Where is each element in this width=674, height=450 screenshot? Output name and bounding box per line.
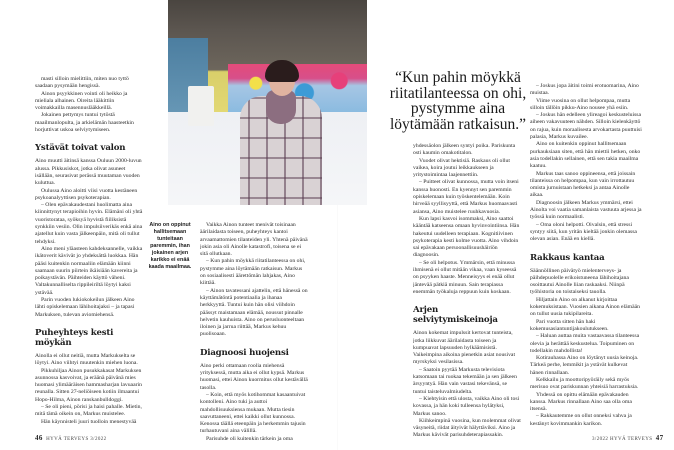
body-paragraph: – Saatoin pyytää Markusta televisiota katsomaan tai ruokaa tekemään ja sen jälkeen ärsyyntyä. Hän vain vastasi tekevänsä, se tuntui taisteluvalmiudelta. [413, 366, 517, 395]
body-paragraph: – Kun pahin möykkä riitatilanteessa on ohi, pystymme aina löytämään ratkaisun. Markus on sosiaalisesti äärettömän lahjakas, Aino kiittää. [200, 258, 306, 287]
text-column-2 [200, 222, 308, 442]
section-heading: Diagnoosi huojensi [200, 347, 289, 358]
body-paragraph: Markus taas sanoo oppineensa, että joissain tilanteissa on helpompaa, kun vain irrottautuu omista jurnuistaan hetkeksi ja antaa Ainolle aikaa. [530, 170, 636, 199]
body-paragraph: – Ainon tavatessani ajattelin, että hänessä on käyttämätöntä potentiaalia ja ihanaa herkkyyttä. Tuntui kuin hän olisi viihdoin päässyt maistamaan elämää, noussut pinnalle helvetin kauhuista. Aino on perusluonteeltaan iloinen ja jarrua riittää, Markus kehuu puolisoaan. [200, 287, 308, 338]
body-paragraph: masti silloin mielittiin, miten nuo tyttö saadaan pysymään hengissä. [35, 76, 129, 90]
footer-right [592, 434, 664, 442]
text-column-3 [413, 143, 521, 443]
body-paragraph: Pikkuhiljaa Ainon pusukkakasat Markuksen asunnossa kasvoivat, ja eräänä päivänä mies huomasi ylimääräisen hammasharjan lavuaarin reunalla. Sitten 27-neliöiseen kotiin ilmaantui Hopo-Hilma, Ainon ranskanbulldoggi. [35, 367, 142, 403]
body-paragraph: Kotirauhassa Aino on löytänyt uusia keinoja. Tärkeä perhe, lemmikit ja ystävät kulkevat hänen rinnallaan. [530, 355, 639, 376]
body-paragraph: Oulussa Aino aloitti viisi vuotta kestäneen psykoanalyyttisen psykoterapian. [35, 187, 138, 201]
body-paragraph: Jokainen pettymys tuntui tytöstä maailmanlopulta, ja arkielämän haasteetkin horjuttivat uskoa selviytymiseen. [35, 112, 134, 134]
body-paragraph: Aino on kuitenkin oppinut hallitsemaan purkauksiaan siten, että hän miettii hetken, onko asia todellakin sellainen, että sen takia maailma kaatuu. [530, 141, 641, 170]
body-paragraph: Kiihkeimpinä vuosina, kun molemmat olivat väsyneitä, riidat äityivät hälyttäviksi. Aino ja Markus kävivät parisuhdeterapiassakin. [413, 417, 521, 439]
magazine-issue-left: HYVÄ TERVEYS 3/2022 [46, 437, 107, 442]
body-paragraph: yhdessäolon jälkeen syntyi poika. Pariskunta osti kaumin omakotitalon. [413, 143, 516, 157]
body-paragraph: Kelkkailu ja moottoripyöräily sekä myös merisuo ovat pariskunnan yhteisiä harrastuksia. [530, 376, 639, 391]
body-paragraph: Aino meni yläasteen kahdeksannelle, vaikka ikätoverit kävivät jo yhdeksättä luokkaa. Hän pääsi kuitenkin normaaliin elämään kiinni saamaan suurin piirtein ikäisiään kavereita ja poikaystävän. Päihteiden käyttö väheni. Valtakunnalliselta rippileiriltä löytyi kaksi ystävää. [35, 245, 143, 296]
section-heading: Ystävät toivat valon [35, 143, 126, 154]
body-paragraph: Ainon kokemat impulssit kertovat tunteista, jotka liikkuvat äärilaidasta toiseen ja kumpuavat lapsuuden hylkäämisistä. Vaikeimpina aikoina pienetkin asiat nousivat myrskyksi vesilasissa. [413, 330, 516, 366]
pull-quote: “Kun pahin möykkä riitatilanteessa on ohi, pystymme aina löytämään ratkaisun.” [389, 69, 527, 133]
page-number-left: 46 [35, 434, 43, 442]
body-paragraph: Parisuhde oli kuitenkin tärkein ja oma [206, 435, 293, 442]
body-paragraph: Pari vuotta sitten hän haki kokemusasiantuntijakoulutukseen. [530, 318, 609, 332]
body-paragraph: Vuodet olivat hektisiä. Raskaus oli ollut vaikea, koira joutui leikkaukseen ja yritystoimintaa laajennettiin. [413, 157, 510, 179]
body-paragraph: Aino muutti äitinsä kanssa Ouluun 2000-luvun alussa. Pikkusiskot, jotka olivat asuneet isällään, seurasivat perässä muutaman vuoden kuluttua. [35, 158, 142, 187]
body-paragraph: Ainon psyykkinen vointi oli heikko ja mieliala alhainen. Oireita lääkittiin voimakkailla masennuslääkkeillä. [35, 90, 128, 112]
body-paragraph: Säännöllinen päivätyö mielenterveys- ja päihdepuolelle erikoistuneena lähihoitajana osoittautui Ainolle liian raskaaksi. Niinpä työhistoria on toistaiseksi tauolla. [530, 267, 629, 296]
section-heading: Rakkaus kantaa [530, 252, 605, 263]
body-paragraph: Parin vuoden lukiokokeilun jälkeen Aino lähti opiskelemaan lähihoitajaksi – ja tapasi Markuksen, tulevan aviomiehensä. [35, 297, 135, 318]
photo-caption: Aino on oppinut hallitsemaan tunteitaan paremmin, ihan jokainen arjen karikko ei enää kaada maailmaa. [148, 222, 192, 270]
section-heading: Puheyhteys kesti möykän [35, 327, 114, 348]
body-paragraph: – Se oli helpotus. Ymmärsin, että minussa ihmisenä ei ollut mitään vikaa, vaan kyseessä on psyyken haaste. Menneisyys ei enää ollut jäntevää pätkiä minuun. Sain terapiassa enemmän työkaluja reppuun kuin koskaan. [413, 259, 517, 295]
text-column-1 [35, 76, 145, 424]
body-paragraph: – Se oli pieni, pörisi ja haisi pahalle. Mietin, mitä tämä oikein on, Markus muistelee. [35, 403, 142, 418]
photo-person-hair [265, 60, 299, 82]
page-number-right: 47 [655, 434, 664, 442]
body-paragraph: – Koin, että myös kotihommat kasaantuivat kontolleni. Aino tuki ja auttoi mahdollisuuksiensa mukaan. Mutta tiesin saavuttaneeni, ettei kaikki ollut kunnossa. Kenossa täällä eteenpäin ja herkemmin tajusin turhautuvani aina välillä. [200, 391, 306, 435]
photo-planter [188, 86, 214, 126]
body-paragraph: Kun lapsi kasvoi isommaksi, Aino saattoi kääntää katseensa omaan hyvinvointiinsa. Hän hakeutui uudelleen terapiaan. Kognitiivinen psykoterapia kesti kolme vuotta. Aino vihdoin sai epävakaan persoonallisuushäiriön diagnoosin. [413, 215, 520, 259]
body-paragraph: Aino perki ottamaan roolia miehensä yrityksessä, mutta aika ei ollut kypsä. Markus huomasi, ettei Ainon kuormitus ollut kestävällä tasolla. [200, 362, 308, 391]
footer-left [35, 434, 107, 442]
body-paragraph: Hiljattain Aino on alkanut kirjoittaa kokemuksistaan. Vuosien aikana Ainon elämään on tullut uusia tukipilareita. [530, 296, 640, 318]
body-paragraph: – Haluan auttaa muita vastaavassa tilanteessa olevia ja herättää keskustelua. Toipuminen on todellakin mahdollista! [530, 333, 640, 354]
body-paragraph: Yhdessä on opittu elämään epävakauden kanssa. Markus rinnallaan Aino saa olla oma itsensä. [530, 391, 632, 413]
portrait-photo [168, 0, 367, 205]
body-paragraph: – Oma oloni helpotti. Oivalsin, että stressi syntyy siitä, kun yritän kieltää jonkin olemassa olevan asian. Enää en kiellä. [530, 221, 637, 243]
body-paragraph: – Kiehtyisin että ulosta, vaikka Aino oli tosi kovassa, ja hän koki tulleensa hylätyksi, Markus sanoo. [413, 395, 520, 417]
body-paragraph: Viime vuosina on ollut helpompaa, mutta silloin tällöin pikku-Aino nousee yhä esiin. [530, 97, 631, 111]
body-paragraph: Vaikka Ainon tunteet menivät toisinaan äärilaidasta toiseen, puheyhteys kantoi arvaamattomien tilanteiden yli. Yhtenä päivänä jokin asia oli Ainolle katastrofi, toisena se ei sitä ollutkaan. [200, 222, 308, 258]
body-paragraph: Hän käynnisteli juuri tuolloin menestyvää [41, 418, 137, 424]
body-paragraph: – Joskus jopa äitini toimi erotuomarina, Aino muistaa. [530, 83, 639, 97]
body-paragraph: – Joskus hän edelleen ylireagoi keskusteluissa aiheen vakavuuteen nähden. Silloin kielenkäyttö on rajua, kuin moraalisesta arvokartasta puuttuisi palasia, Markus kuvailee. [530, 112, 642, 141]
body-paragraph: – Puitteet olivat kunnossa, mutta voin itseni kanssa huonosti. En kyennyt sen paremmin opiskelemaan kuin työskentelemään. Koin hirveää syyllisyyttä, että Markus huomaavasti asiansa, Aino muistelee ruuhkavuosia. [413, 179, 519, 215]
text-column-4 [530, 83, 642, 433]
body-paragraph: Diagnoosin jälkeen Markus ymmärsi, ettei Ainolta voi vaatia samanlaista vastuuta arjessa ja työssä kuin normaalisti. [530, 199, 642, 221]
magazine-issue-right: 3/2022 HYVÄ TERVEYS [592, 437, 653, 442]
body-paragraph: – Olen epävakaudestani huolimatta aina kiinnittynyt terapioihin hyvin. Elämäni oli yhtä vuoristorataa, syöksyä hyvistä fiiliksistä synkkiin vesiin. Olin impulsiiverikäs enkä aina ajatellut kuin vasta jälkeenpäin, mitä oli tullut tehdyksi. [35, 202, 143, 245]
body-paragraph: – Rakkautemme on ollut onneksi vahva ja kestänyt kovimmankin karikon. [530, 413, 632, 427]
section-heading: Arjen selviytymiskeinoja [413, 305, 498, 326]
body-paragraph: Ainolla ei ollut neitiä, mutta Markukselta se löytyi. Aino viihtyi muutenkin miehen luona. [35, 352, 138, 367]
